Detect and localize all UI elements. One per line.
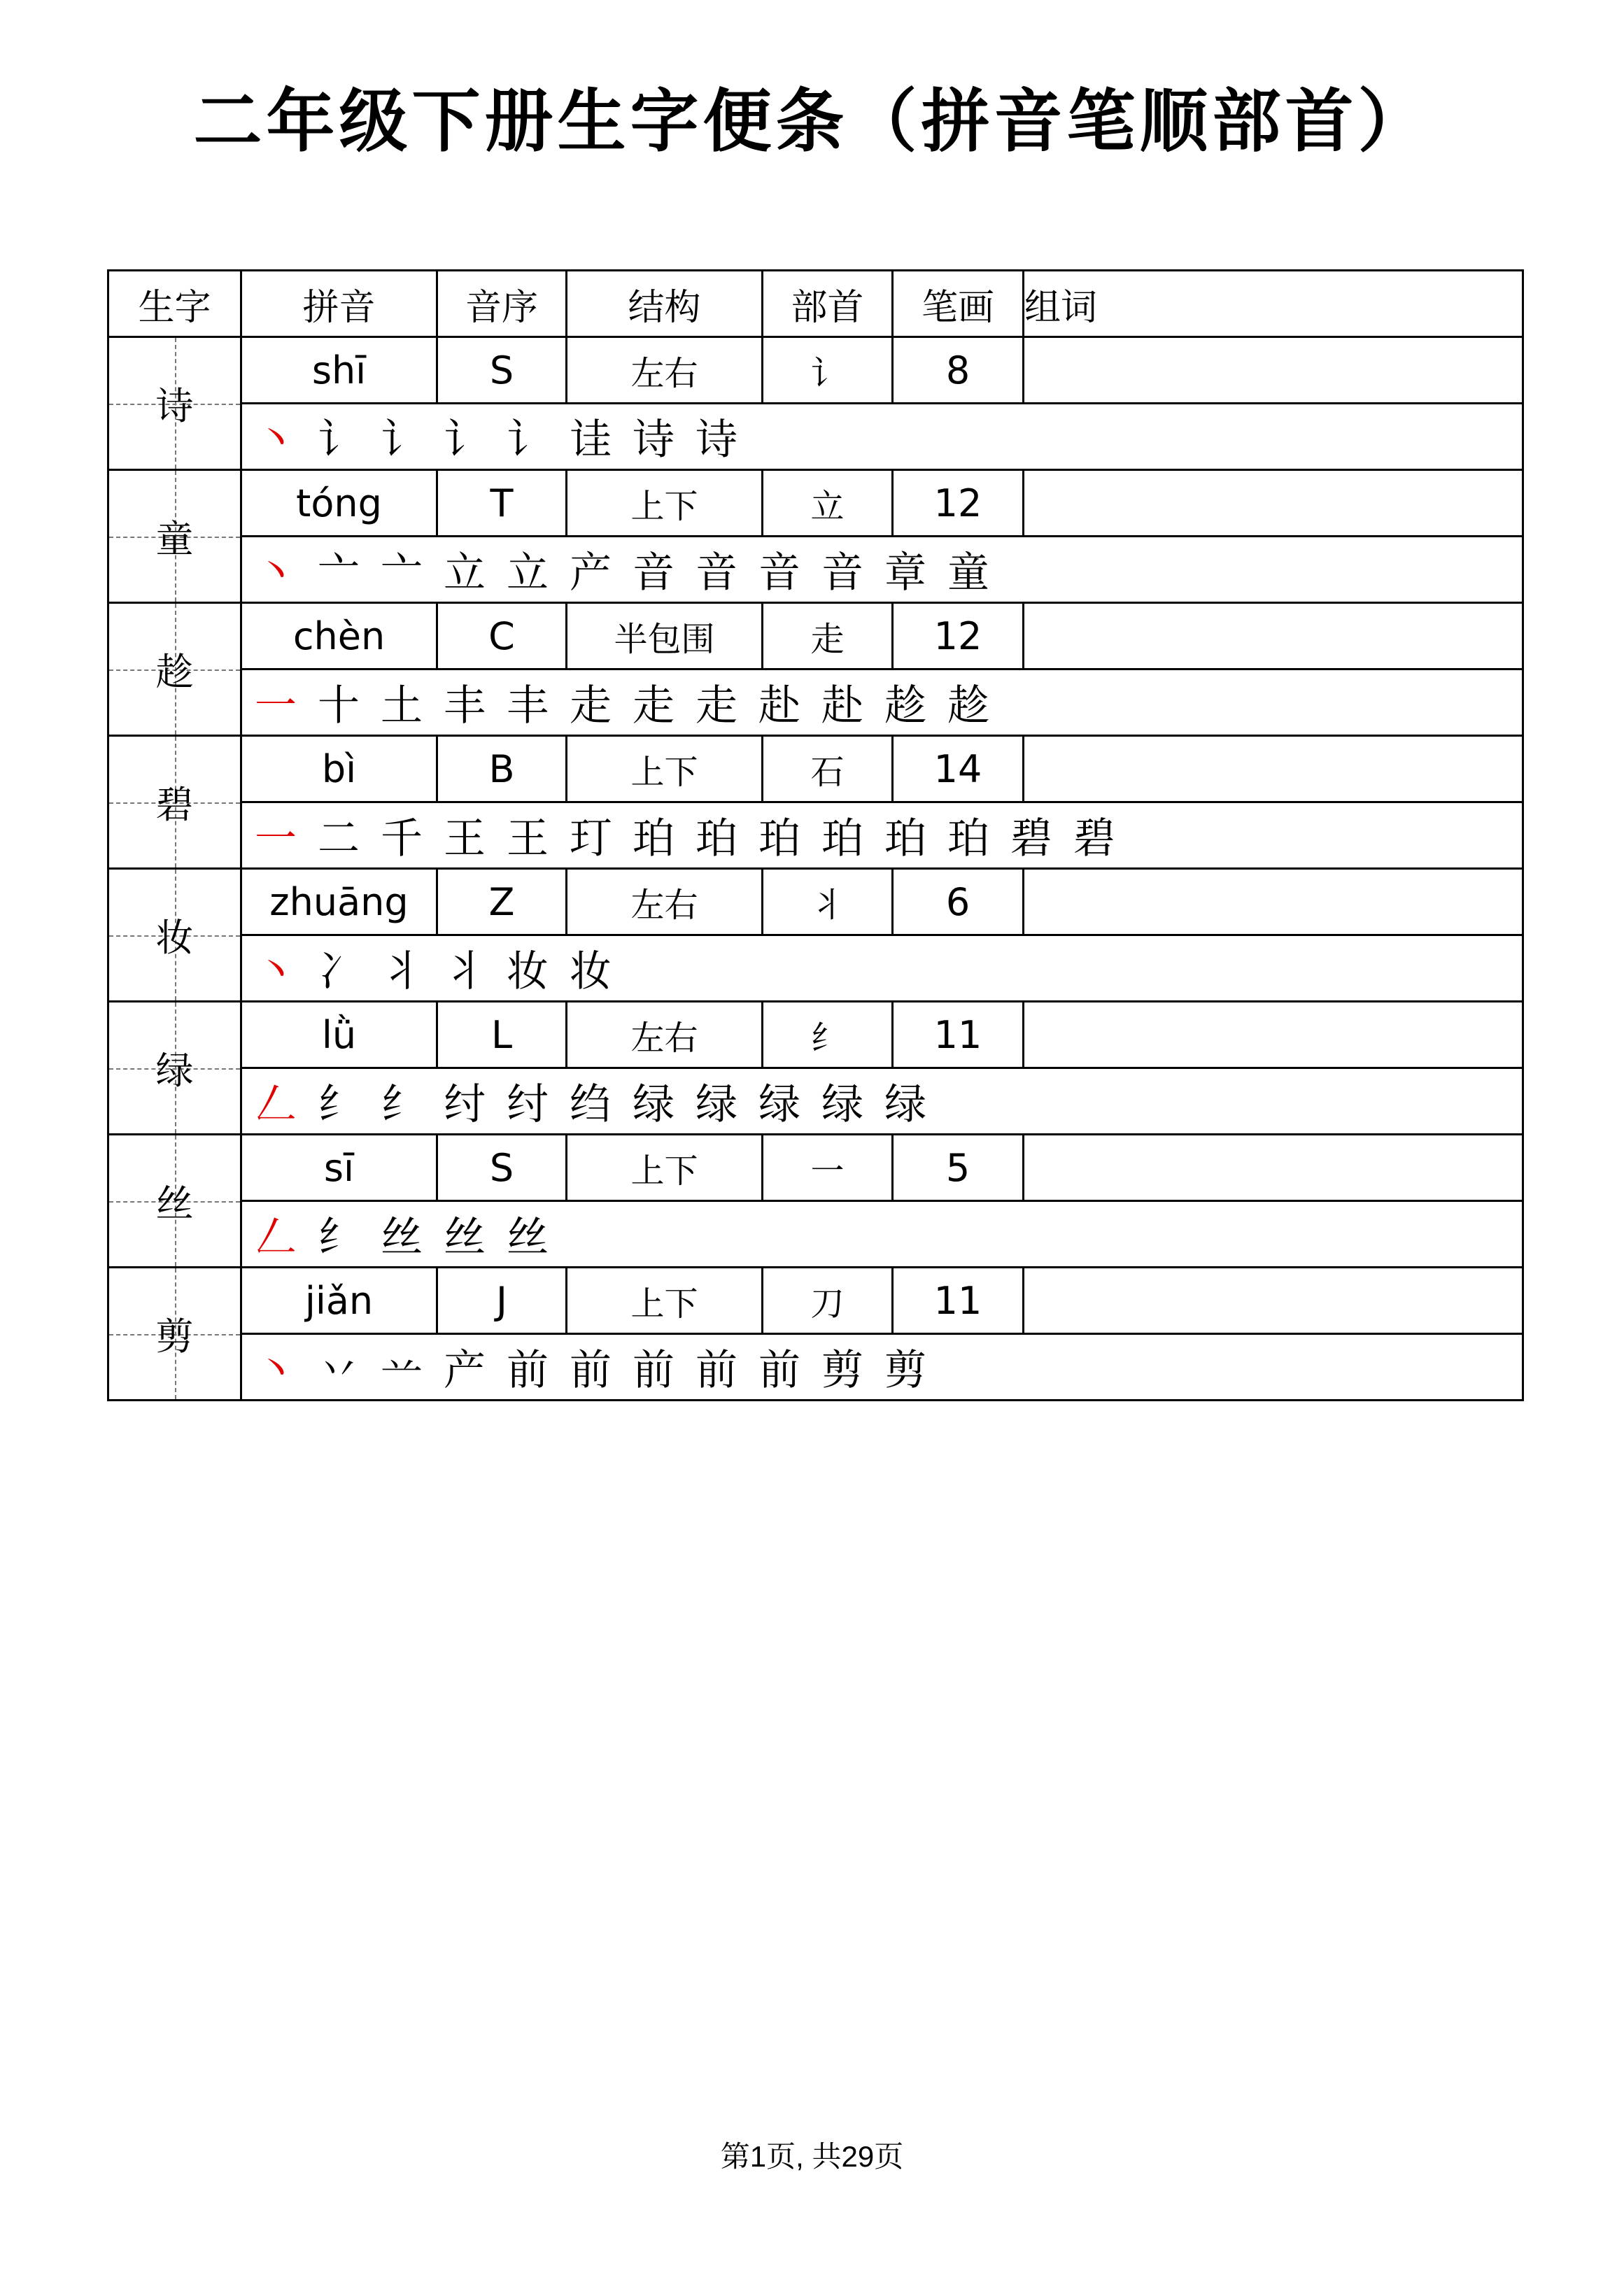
big-character bbox=[108, 337, 241, 470]
pinyin-cell: chèn bbox=[241, 603, 437, 669]
words-cell bbox=[1024, 869, 1523, 935]
stroke-step: 珀 bbox=[884, 814, 926, 863]
stroke-order-cell bbox=[241, 802, 1523, 869]
radical-cell: 丬 bbox=[763, 869, 893, 935]
structure-cell: 上下 bbox=[567, 736, 763, 802]
stroke-step: 碧 bbox=[1010, 814, 1052, 863]
stroke-order-cell bbox=[241, 669, 1523, 736]
stroke-step: 走 bbox=[633, 681, 675, 730]
stroke-step: 立 bbox=[507, 548, 549, 597]
stroke-step: 产 bbox=[444, 1346, 486, 1395]
header-words: 组词 bbox=[1024, 271, 1523, 337]
pinyin-cell: tóng bbox=[241, 470, 437, 537]
stroke-step: 丶 bbox=[255, 416, 297, 465]
big-character bbox=[108, 736, 241, 869]
stroke-count-cell: 14 bbox=[893, 736, 1024, 802]
pinyin-cell: sī bbox=[241, 1135, 437, 1201]
radical-cell: 石 bbox=[763, 736, 893, 802]
initial-cell: T bbox=[437, 470, 567, 537]
header-strokes: 笔画 bbox=[893, 271, 1024, 337]
stroke-step: 十 bbox=[318, 681, 360, 730]
radical-cell: 纟 bbox=[763, 1002, 893, 1068]
structure-cell: 上下 bbox=[567, 1268, 763, 1334]
pinyin-cell: shī bbox=[241, 337, 437, 404]
stroke-step: 丝 bbox=[444, 1213, 486, 1262]
stroke-step: 冫 bbox=[318, 947, 360, 996]
stroke-step: 诗 bbox=[696, 416, 737, 465]
stroke-step: 诖 bbox=[570, 416, 612, 465]
stroke-step: 丶 bbox=[255, 1346, 297, 1395]
stroke-count-cell: 12 bbox=[893, 470, 1024, 537]
char-info-row bbox=[108, 470, 1523, 537]
header-radical: 部首 bbox=[763, 271, 893, 337]
stroke-step: 一 bbox=[255, 814, 297, 863]
radical-cell: 走 bbox=[763, 603, 893, 669]
character-table bbox=[107, 269, 1524, 1401]
header-pinyin: 拼音 bbox=[241, 271, 437, 337]
stroke-step: 产 bbox=[570, 548, 612, 597]
stroke-step: 丶 bbox=[255, 947, 297, 996]
stroke-step: 音 bbox=[821, 548, 863, 597]
stroke-order-row bbox=[108, 1068, 1523, 1135]
stroke-step: 讠 bbox=[507, 416, 549, 465]
stroke-step: 䒑 bbox=[381, 1346, 423, 1395]
stroke-step: 丝 bbox=[507, 1213, 549, 1262]
stroke-step: 绿 bbox=[633, 1080, 675, 1129]
stroke-step: 王 bbox=[444, 814, 486, 863]
initial-cell: B bbox=[437, 736, 567, 802]
stroke-step: 二 bbox=[318, 814, 360, 863]
header-initial: 音序 bbox=[437, 271, 567, 337]
initial-cell: J bbox=[437, 1268, 567, 1334]
words-cell bbox=[1024, 1135, 1523, 1201]
initial-cell: S bbox=[437, 1135, 567, 1201]
page-footer: 第1页, 共29页 bbox=[720, 2140, 904, 2173]
header-structure: 结构 bbox=[567, 271, 763, 337]
char-info-row bbox=[108, 1135, 1523, 1201]
stroke-step: 丷 bbox=[318, 1346, 360, 1395]
header-char: 生字 bbox=[108, 271, 241, 337]
stroke-step: 走 bbox=[570, 681, 612, 730]
stroke-count-cell: 12 bbox=[893, 603, 1024, 669]
stroke-step: 趁 bbox=[884, 681, 926, 730]
stroke-step: 前 bbox=[758, 1346, 800, 1395]
stroke-step: 𠃋 bbox=[255, 1080, 297, 1129]
stroke-step: 音 bbox=[758, 548, 800, 597]
stroke-step: 王 bbox=[507, 814, 549, 863]
char-info-row bbox=[108, 603, 1523, 669]
stroke-order-cell bbox=[241, 537, 1523, 603]
stroke-step: 土 bbox=[381, 681, 423, 730]
stroke-step: 妆 bbox=[570, 947, 612, 996]
character: 妆 bbox=[155, 916, 194, 960]
initial-cell: S bbox=[437, 337, 567, 404]
stroke-step: 碧 bbox=[1073, 814, 1115, 863]
stroke-order-row bbox=[108, 935, 1523, 1002]
stroke-step: 亠 bbox=[381, 548, 423, 597]
stroke-count-cell: 6 bbox=[893, 869, 1024, 935]
stroke-step: 纟 bbox=[318, 1080, 360, 1129]
radical-cell: 立 bbox=[763, 470, 893, 537]
stroke-order-row bbox=[108, 669, 1523, 736]
stroke-step: 前 bbox=[696, 1346, 737, 1395]
stroke-step: 走 bbox=[696, 681, 737, 730]
initial-cell: L bbox=[437, 1002, 567, 1068]
stroke-order-row bbox=[108, 1201, 1523, 1268]
stroke-step: 丝 bbox=[381, 1213, 423, 1262]
pinyin-cell: lǜ bbox=[241, 1002, 437, 1068]
stroke-count-cell: 11 bbox=[893, 1268, 1024, 1334]
words-cell bbox=[1024, 470, 1523, 537]
char-info-row bbox=[108, 1268, 1523, 1334]
stroke-step: 前 bbox=[570, 1346, 612, 1395]
structure-cell: 半包围 bbox=[567, 603, 763, 669]
char-info-row bbox=[108, 736, 1523, 802]
stroke-step: 丶 bbox=[255, 548, 297, 597]
stroke-step: 绿 bbox=[758, 1080, 800, 1129]
big-character bbox=[108, 1002, 241, 1135]
stroke-step: 纟 bbox=[381, 1080, 423, 1129]
stroke-step: 珀 bbox=[696, 814, 737, 863]
words-cell bbox=[1024, 337, 1523, 404]
stroke-step: 纟 bbox=[318, 1213, 360, 1262]
stroke-step: 剪 bbox=[884, 1346, 926, 1395]
stroke-step: 纣 bbox=[507, 1080, 549, 1129]
stroke-step: 丬 bbox=[381, 947, 423, 996]
stroke-step: 前 bbox=[633, 1346, 675, 1395]
page-title: 二年级下册生字便条（拼音笔顺部首） bbox=[193, 82, 1431, 162]
words-cell bbox=[1024, 1002, 1523, 1068]
stroke-order-row bbox=[108, 1334, 1523, 1401]
stroke-order-cell bbox=[241, 1201, 1523, 1268]
big-character bbox=[108, 1135, 241, 1268]
character: 丝 bbox=[155, 1182, 194, 1226]
stroke-step: 𠃋 bbox=[255, 1213, 297, 1262]
stroke-step: 赴 bbox=[821, 681, 863, 730]
stroke-order-cell bbox=[241, 404, 1523, 470]
initial-cell: C bbox=[437, 603, 567, 669]
words-cell bbox=[1024, 603, 1523, 669]
pinyin-cell: zhuāng bbox=[241, 869, 437, 935]
pinyin-cell: jiǎn bbox=[241, 1268, 437, 1334]
stroke-step: 讠 bbox=[444, 416, 486, 465]
big-character bbox=[108, 470, 241, 603]
big-character bbox=[108, 1268, 241, 1401]
stroke-step: 丬 bbox=[444, 947, 486, 996]
stroke-step: 诗 bbox=[633, 416, 675, 465]
stroke-count-cell: 8 bbox=[893, 337, 1024, 404]
stroke-step: 亠 bbox=[318, 548, 360, 597]
stroke-step: 玎 bbox=[570, 814, 612, 863]
character: 剪 bbox=[155, 1314, 194, 1359]
stroke-step: 珀 bbox=[758, 814, 800, 863]
stroke-order-row bbox=[108, 802, 1523, 869]
initial-cell: Z bbox=[437, 869, 567, 935]
stroke-step: 前 bbox=[507, 1346, 549, 1395]
char-info-row bbox=[108, 1002, 1523, 1068]
stroke-step: 剪 bbox=[821, 1346, 863, 1395]
stroke-step: 绿 bbox=[696, 1080, 737, 1129]
stroke-count-cell: 11 bbox=[893, 1002, 1024, 1068]
radical-cell: 刀 bbox=[763, 1268, 893, 1334]
stroke-step: 丰 bbox=[444, 681, 486, 730]
words-cell bbox=[1024, 736, 1523, 802]
stroke-step: 趁 bbox=[947, 681, 989, 730]
structure-cell: 上下 bbox=[567, 1135, 763, 1201]
structure-cell: 左右 bbox=[567, 1002, 763, 1068]
char-info-row bbox=[108, 869, 1523, 935]
stroke-step: 赴 bbox=[758, 681, 800, 730]
words-cell bbox=[1024, 1268, 1523, 1334]
stroke-order-cell bbox=[241, 935, 1523, 1002]
structure-cell: 上下 bbox=[567, 470, 763, 537]
pinyin-cell: bì bbox=[241, 736, 437, 802]
stroke-step: 纣 bbox=[444, 1080, 486, 1129]
stroke-step: 音 bbox=[633, 548, 675, 597]
char-info-row bbox=[108, 337, 1523, 404]
character: 童 bbox=[155, 517, 194, 561]
stroke-step: 立 bbox=[444, 548, 486, 597]
radical-cell: 一 bbox=[763, 1135, 893, 1201]
stroke-step: 讠 bbox=[381, 416, 423, 465]
stroke-step: 绿 bbox=[821, 1080, 863, 1129]
stroke-order-row bbox=[108, 404, 1523, 470]
stroke-step: 绉 bbox=[570, 1080, 612, 1129]
stroke-step: 绿 bbox=[884, 1080, 926, 1129]
stroke-step: 一 bbox=[255, 681, 297, 730]
stroke-step: 妆 bbox=[507, 947, 549, 996]
stroke-count-cell: 5 bbox=[893, 1135, 1024, 1201]
stroke-step: 珀 bbox=[821, 814, 863, 863]
big-character bbox=[108, 603, 241, 736]
stroke-step: 章 bbox=[884, 548, 926, 597]
big-character bbox=[108, 869, 241, 1002]
stroke-step: 丰 bbox=[507, 681, 549, 730]
stroke-step: 珀 bbox=[633, 814, 675, 863]
stroke-step: 千 bbox=[381, 814, 423, 863]
stroke-step: 童 bbox=[947, 548, 989, 597]
character: 碧 bbox=[155, 783, 194, 827]
stroke-order-cell bbox=[241, 1334, 1523, 1401]
character: 诗 bbox=[155, 384, 194, 428]
stroke-order-cell bbox=[241, 1068, 1523, 1135]
stroke-step: 音 bbox=[696, 548, 737, 597]
character: 趁 bbox=[155, 650, 194, 694]
structure-cell: 左右 bbox=[567, 869, 763, 935]
structure-cell: 左右 bbox=[567, 337, 763, 404]
radical-cell: 讠 bbox=[763, 337, 893, 404]
header-row bbox=[108, 271, 1523, 337]
stroke-order-row bbox=[108, 537, 1523, 603]
stroke-step: 珀 bbox=[947, 814, 989, 863]
character: 绿 bbox=[155, 1049, 194, 1093]
stroke-step: 讠 bbox=[318, 416, 360, 465]
